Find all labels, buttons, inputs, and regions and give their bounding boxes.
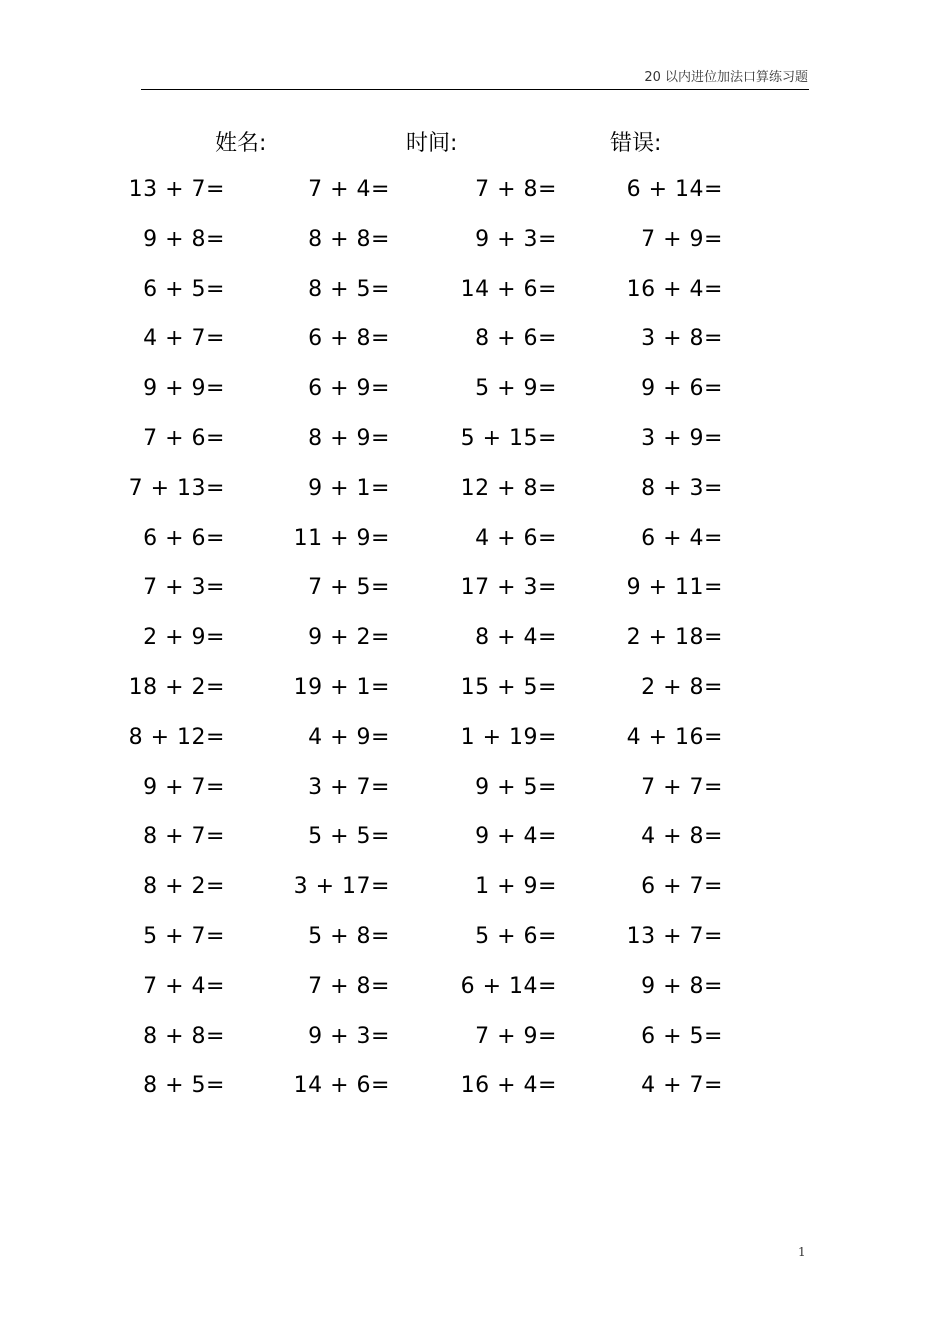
problem-row <box>140 222 740 272</box>
student-info-row <box>0 126 950 158</box>
name-label: 姓名: <box>215 131 267 156</box>
problem-row <box>140 570 740 620</box>
problem-row <box>140 620 740 670</box>
problem-cell: 8 + 4= <box>475 625 557 651</box>
problem-row <box>140 969 740 1019</box>
problem-cell: 8 + 12= <box>128 724 225 750</box>
problem-cell: 9 + 8= <box>143 226 225 252</box>
problem-cell: 8 + 7= <box>143 824 225 850</box>
problem-row <box>140 421 740 471</box>
problem-cell: 15 + 5= <box>460 674 557 700</box>
problem-cell: 9 + 5= <box>475 774 557 800</box>
problem-cell: 8 + 3= <box>641 475 723 501</box>
problem-cell: 5 + 8= <box>308 923 390 949</box>
problem-cell: 3 + 17= <box>293 874 390 900</box>
problem-cell: 7 + 13= <box>128 475 225 501</box>
problem-cell: 5 + 9= <box>475 376 557 402</box>
problem-cell: 5 + 5= <box>308 824 390 850</box>
problem-cell: 1 + 9= <box>475 874 557 900</box>
problem-cell: 7 + 9= <box>475 1023 557 1049</box>
problem-cell: 9 + 9= <box>143 376 225 402</box>
problem-row <box>128 172 740 222</box>
problem-cell: 5 + 6= <box>475 923 557 949</box>
problem-cell: 4 + 7= <box>641 1073 723 1099</box>
problem-cell: 6 + 6= <box>143 525 225 551</box>
problem-cell: 6 + 9= <box>308 376 390 402</box>
problem-cell: 7 + 7= <box>641 774 723 800</box>
problem-cell: 7 + 8= <box>475 177 557 202</box>
problem-cell: 1 + 19= <box>460 724 557 750</box>
problem-cell: 8 + 5= <box>308 276 390 302</box>
problem-cell: 9 + 6= <box>641 376 723 402</box>
problem-cell: 6 + 4= <box>641 525 723 551</box>
problem-cell: 6 + 14= <box>626 177 723 202</box>
problem-row <box>140 1019 740 1069</box>
problem-cell: 9 + 3= <box>308 1023 390 1049</box>
problem-row <box>140 371 740 421</box>
problem-row <box>140 770 740 820</box>
problem-cell: 9 + 2= <box>308 625 390 651</box>
problem-cell: 9 + 7= <box>143 774 225 800</box>
problem-cell: 14 + 6= <box>293 1073 390 1099</box>
problem-cell: 5 + 15= <box>460 425 557 451</box>
problem-cell: 2 + 9= <box>143 625 225 651</box>
problem-cell: 17 + 3= <box>460 575 557 601</box>
problem-cell: 3 + 7= <box>308 774 390 800</box>
problem-cell: 4 + 9= <box>308 724 390 750</box>
problem-cell: 9 + 8= <box>641 973 723 999</box>
problem-cell: 6 + 8= <box>308 326 390 352</box>
problem-cell: 4 + 7= <box>143 326 225 352</box>
problem-cell: 7 + 8= <box>308 973 390 999</box>
problem-row <box>140 869 740 919</box>
problem-cell: 7 + 5= <box>308 575 390 601</box>
problem-cell: 13 + 7= <box>128 177 225 202</box>
problem-cell: 6 + 7= <box>641 874 723 900</box>
problem-row <box>140 819 740 869</box>
page-number: 1 <box>798 1245 806 1259</box>
problem-cell: 4 + 16= <box>626 724 723 750</box>
problem-cell: 4 + 8= <box>641 824 723 850</box>
problem-cell: 16 + 4= <box>626 276 723 302</box>
problem-cell: 9 + 11= <box>626 575 723 601</box>
problem-cell: 12 + 8= <box>460 475 557 501</box>
problem-cell: 9 + 4= <box>475 824 557 850</box>
problem-cell: 16 + 4= <box>460 1073 557 1099</box>
problem-cell: 7 + 4= <box>143 973 225 999</box>
problem-cell: 4 + 6= <box>475 525 557 551</box>
problem-cell: 3 + 8= <box>641 326 723 352</box>
problem-row <box>140 272 740 322</box>
problem-cell: 7 + 6= <box>143 425 225 451</box>
problem-cell: 6 + 14= <box>460 973 557 999</box>
problem-cell: 2 + 18= <box>626 625 723 651</box>
problem-cell: 9 + 3= <box>475 226 557 252</box>
document-header-title: 20 以内进位加法口算练习题 <box>644 70 808 85</box>
problem-cell: 8 + 8= <box>143 1023 225 1049</box>
problem-cell: 7 + 4= <box>308 177 390 202</box>
problem-cell: 19 + 1= <box>293 674 390 700</box>
problem-cell: 6 + 5= <box>143 276 225 302</box>
problem-row <box>128 471 740 521</box>
problem-cell: 8 + 8= <box>308 226 390 252</box>
problem-cell: 8 + 9= <box>308 425 390 451</box>
problem-row <box>140 1068 740 1118</box>
problem-cell: 3 + 9= <box>641 425 723 451</box>
problem-cell: 18 + 2= <box>128 674 225 700</box>
problem-row <box>140 919 740 969</box>
header-divider <box>141 89 809 90</box>
problem-cell: 13 + 7= <box>626 923 723 949</box>
problem-cell: 9 + 1= <box>308 475 390 501</box>
problem-cell: 6 + 5= <box>641 1023 723 1049</box>
problem-row <box>128 720 740 770</box>
time-label: 时间: <box>406 131 458 156</box>
problem-cell: 8 + 5= <box>143 1073 225 1099</box>
problem-grid <box>128 172 740 1118</box>
errors-label: 错误: <box>610 131 662 156</box>
problem-cell: 8 + 2= <box>143 874 225 900</box>
problem-row <box>140 521 740 571</box>
problem-cell: 11 + 9= <box>293 525 390 551</box>
problem-cell: 2 + 8= <box>641 674 723 700</box>
problem-cell: 7 + 9= <box>641 226 723 252</box>
problem-cell: 14 + 6= <box>460 276 557 302</box>
problem-row <box>140 321 740 371</box>
problem-cell: 8 + 6= <box>475 326 557 352</box>
problem-cell: 7 + 3= <box>143 575 225 601</box>
problem-row <box>128 670 740 720</box>
problem-cell: 5 + 7= <box>143 923 225 949</box>
